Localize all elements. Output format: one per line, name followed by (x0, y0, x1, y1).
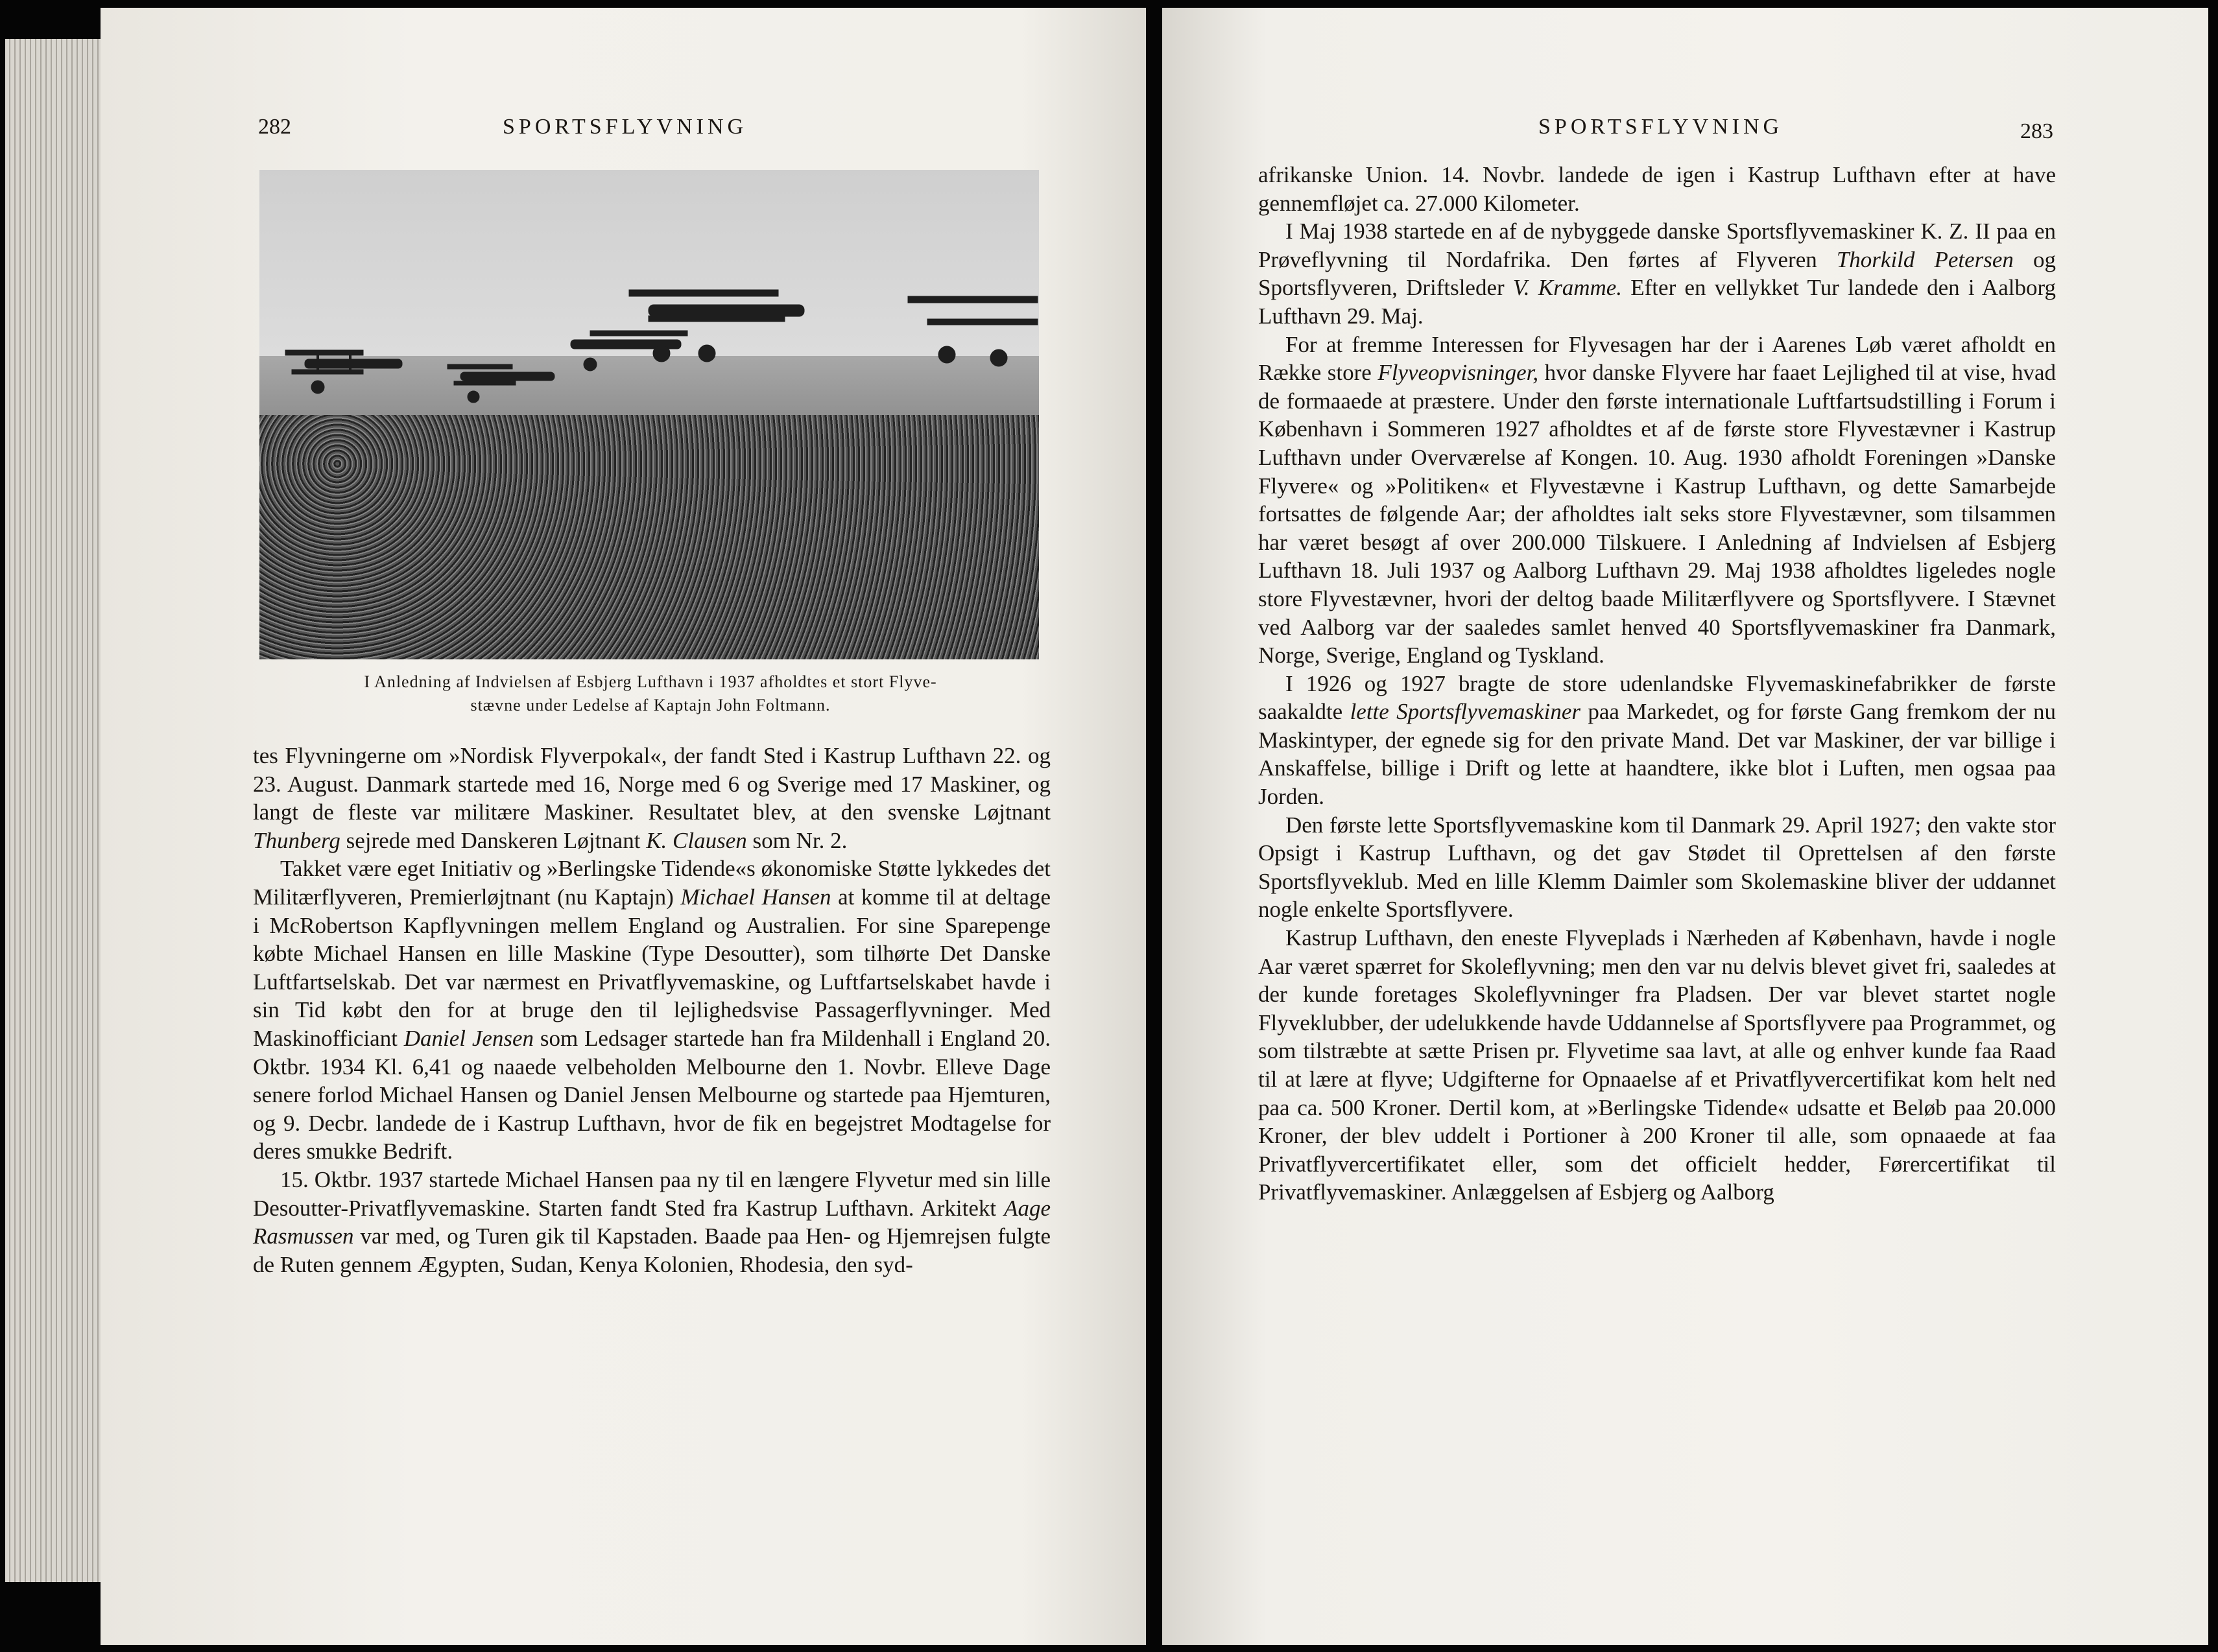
italic-run: K. Clausen (646, 827, 747, 853)
text-run: I 1926 og 1927 bragte de store udenlandske Flyvemaskinefabrikker de første saakaldte (1258, 670, 2056, 725)
paragraph (253, 855, 1051, 1166)
paragraph (1258, 161, 2056, 217)
paragraph (253, 742, 1051, 855)
biplanes-icon (259, 170, 1039, 659)
text-run: Kastrup Lufthavn, den eneste Flyveplads i Nærheden af København, havde i nogle Aar været spærret for Skoleflyvning; men den var nu delvis blevet givet fri, saaledes at der kunde foretages Skoleflyvninger fra Pladsen. Der var blevet startet nogle Flyveklubber, der udelukkende havde Uddannelse af Sportsflyvere paa Programmet, og som tilstræbte at sætte Prisen pr. Flyvetime saa lavt, at alle og enhver kunde faa Raad til at lære at flyve; Udgifterne for Opnaaelse af et Privatflyvercertifikat kom helt ned paa ca. 500 Kroner. Dertil kom, at »Berlingske Tidende« udsatte et Beløb paa 20.000 Kroner, der blev uddelt i Portioner à 200 Kroner til alle, som opnaaede at faa Privatflyvercertifikatet eller, som det officielt hedder, Førercertifikat til Privatflyvemaskiner. Anlæggelsen af Esbjerg og Aalborg (1258, 925, 2056, 1205)
caption-line: stævne under Ledelse af Kaptajn John Foltmann. (470, 696, 831, 714)
body-text (253, 742, 1051, 1279)
italic-run: Michael Hansen (680, 884, 831, 910)
text-run: tes Flyvningerne om »Nordisk Flyverpokal«, der fandt Sted i Kastrup Lufthavn 22. og 23. August. Danmark startede med 16, Norge med 6 og Sverige med 17 Maskiner, og langt de fleste var militære Maskiner. Resultatet blev, at den svenske Løjtnant (253, 743, 1051, 825)
page-number: 283 (2020, 119, 2053, 143)
italic-run: lette Sportsflyvemaskiner (1350, 699, 1581, 725)
right-page (1162, 8, 2208, 1645)
italic-run: V. Kramme. (1512, 275, 1623, 301)
text-run: hvor danske Flyvere har faaet Lejlighed til at vise, hvad de formaaede at præstere. Under den første internationale Luftfartsudstilling i Forum i København i Sommeren 1927 afholdtes et af de første store Flyvestævner i Kastrup Lufthavn under Overværelse af Kongen. 10. Aug. 1930 afholdt Foreningen »Danske Flyvere« og »Politiken« et Flyvestævne i Kastrup Lufthavn, og dette Samarbejde fortsattes de følgende Aar; der afholdtes ialt seks store Flyvestævner, som tilsammen har været besøgt af over 200.000 Tilskuere. I Anledning af Indvielsen af Esbjerg Lufthavn 18. Juli 1937 og Aalborg Lufthavn 29. Maj 1938 afholdtes ligeledes nogle store Flyvestævner, hvori der deltog baade Militærflyvere og Sportsflyvere. I Stævnet ved Aalborg var der saaledes samlet henved 40 Sportsflyvemaskiner fra Danmark, Norge, Sverige, England og Tyskland. (1258, 360, 2057, 668)
paragraph (253, 1166, 1051, 1279)
body-text (1258, 161, 2056, 1207)
paragraph (1258, 670, 2056, 811)
paragraph (1258, 811, 2056, 924)
text-run: sejrede med Danskeren Løjtnant (340, 827, 647, 853)
italic-run: Aage Rasmussen (253, 1195, 1051, 1249)
running-head: SPORTSFLYVNING (503, 115, 748, 139)
left-page (101, 8, 1146, 1645)
text-run: afrikanske Union. 14. Novbr. landede de igen i Kastrup Lufthavn efter at have gennemfløjet ca. 27.000 Kilometer. (1258, 162, 2056, 216)
italic-run: Thorkild Petersen (1836, 246, 2014, 272)
running-head: SPORTSFLYVNING (1538, 115, 1783, 139)
page-number: 282 (258, 115, 291, 139)
italic-run: Thunberg (253, 827, 340, 853)
text-run: Takket være eget Initiativ og »Berlingske Tidende«s økonomiske Støtte lykkedes det Militærflyveren, Premierløjtnant (nu Kaptajn) (253, 856, 1051, 910)
text-run: 15. Oktbr. 1937 startede Michael Hansen paa ny til en længere Flyvetur med sin lille Desoutter-Privatflyvemaskine. Starten fandt Sted fra Kastrup Lufthavn. Arkitekt (253, 1166, 1051, 1221)
text-run: I Maj 1938 startede en af de nybyggede danske Sportsflyvemaskiner K. Z. II paa en Prøveflyvning til Nordafrika. Den førtes af Flyveren (1258, 218, 2056, 272)
text-run: Den første lette Sportsflyvemaskine kom til Danmark 29. April 1927; den vakte stor Opsigt i Kastrup Lufthavn, og det gav Stødet til Oprettelsen af den første Sportsflyveklub. Med en lille Klemm Daimler som Skolemaskine bliver der uddannet nogle enkelte Sportsflyvere. (1258, 812, 2056, 923)
text-run: at komme til at deltage i McRobertson Kapflyvningen mellem England og Australien. For sine Sparepenge købte Michael Hansen en lille Maskine (Type Desoutter), som tilhørte Det Danske Luftfartselskab. Det var nærmest en Privatflyvemaskine, og Luftfartselskabet havde i sin Tid købt den for at bruge den til lejlighedsvise Passagerflyvninger. Med Maskinofficiant (253, 884, 1051, 1051)
text-run: som Nr. 2. (746, 827, 848, 853)
page-edges-stack (5, 39, 109, 1582)
italic-run: Daniel Jensen (403, 1025, 534, 1051)
paragraph (1258, 331, 2056, 670)
airshow-photo (259, 170, 1039, 659)
text-run: Efter en vellykket Tur landede den i Aalborg Lufthavn 29. Maj. (1258, 275, 2056, 329)
text-run: som Ledsager startede han fra Mildenhall i England 20. Oktbr. 1934 Kl. 6,41 og naaede velbeholden Melbourne den 1. Novbr. Elleve Dage senere forlod Michael Hansen og Daniel Jensen Melbourne og startede paa Hjemturen, og 9. Decbr. landede de i Kastrup Lufthavn, hvor de fik en begejstret Modtagelse for deres smukke Bedrift. (253, 1025, 1051, 1164)
text-run: For at fremme Interessen for Flyvesagen har der i Aarenes Løb været afholdt en Række store (1258, 331, 2056, 386)
photo-caption (252, 670, 1049, 717)
caption-line: I Anledning af Indvielsen af Esbjerg Lufthavn i 1937 afholdtes et stort Flyve- (364, 672, 937, 691)
paragraph (1258, 217, 2056, 330)
text-run: og Sportsflyveren, Driftsleder (1258, 246, 2056, 301)
paragraph (1258, 924, 2056, 1207)
text-run: paa Markedet, og for første Gang fremkom der nu Maskintyper, der egnede sig for den private Mand. Det var Maskiner, der var billige i Anskaffelse, billige i Drift og lette at haandtere, ikke blot i Luften, men ogsaa paa Jorden. (1258, 699, 2056, 810)
text-run: var med, og Turen gik til Kapstaden. Baade paa Hen- og Hjemrejsen fulgte de Ruten gennem Ægypten, Sudan, Kenya Kolonien, Rhodesia, den syd- (253, 1223, 1051, 1277)
italic-run: Flyveopvisninger, (1377, 360, 1539, 386)
